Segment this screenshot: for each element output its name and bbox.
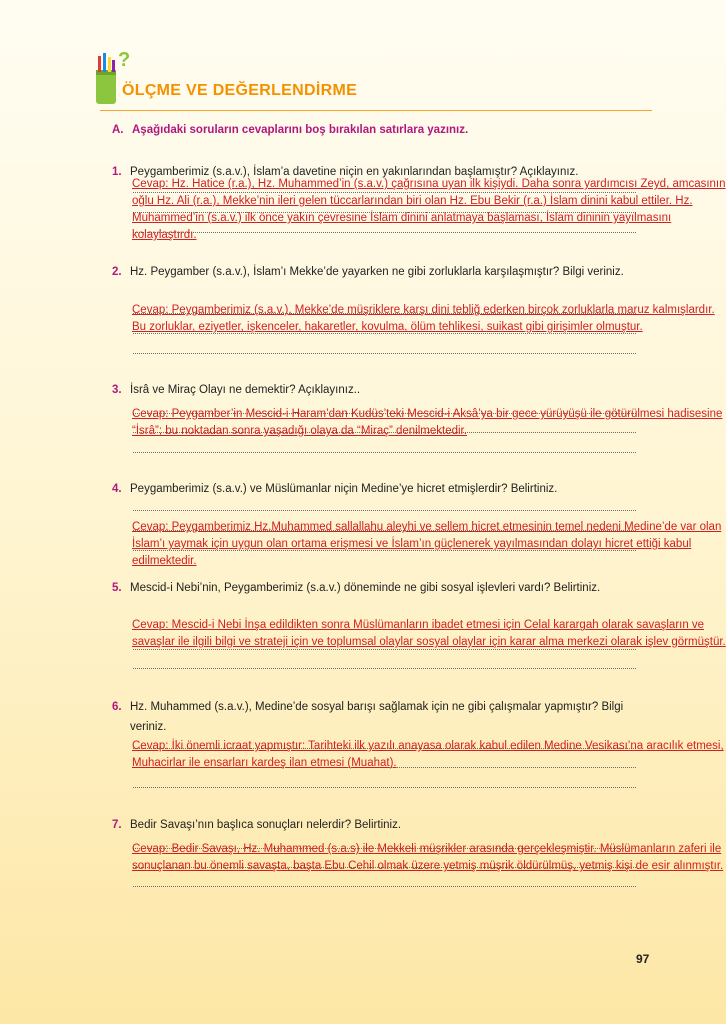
answer-text: Cevap: Peygamberimiz Hz.Muhammed sallallahu aleyhi ve sellem hicret etmesinin temel nedeni Medine’de var olan İslam’ı yaymak için uygun olan ortama erişmesi ve İslam’ın güçlenerek yayılmasından dolayı hicret ettiği kabul edilmektedir. [132, 521, 722, 567]
question-text: Hz. Peygamber (s.a.v.), İslam’ı Mekke’de yayarken ne gibi zorluklarla karşılaşmıştır? Bilgi veriniz. [130, 266, 624, 278]
question-number: 7. [112, 819, 122, 831]
answer-line [133, 510, 636, 511]
answer-text: Cevap: Bedir Savaşı, Hz. Muhammed (s.a.s) ile Mekkeli müşrikler arasında gerçekleşmiştir. Müslümanların zaferi ile sonuçlanan bu önemli savaşta, başta Ebu Cehil olmak üzere yetmiş müşrik öldürülmüş, yetmiş kişi de esir alınmıştır. [132, 843, 724, 872]
answer-line [133, 353, 636, 354]
question-text: Bedir Savaşı’nın başlıca sonuçları nelerdir? Belirtiniz. [130, 819, 402, 831]
page-number: 97 [636, 952, 650, 966]
answer-text: Cevap: İki önemli icraat yapmıştır: Tarihteki ilk yazılı anayasa olarak kabul edilen Medine Vesikası’na aracılık etmesi, Muhacirlar ile ensarları kardeş ilan etmesi (Muahat). [132, 740, 724, 769]
answer-line [133, 668, 636, 669]
section-instruction: Aşağıdaki soruların cevaplarını boş bırakılan satırlara yazınız. [132, 124, 469, 136]
question-number: 3. [112, 384, 122, 396]
page-header [92, 48, 652, 114]
question-number: 1. [112, 166, 122, 178]
answer-text: Cevap: Peygamberimiz (s.a.v.), Mekke’de müşriklere karşı dini tebliğ ederken birçok zorluklarla maruz kalmışlardır. Bu zorluklar, eziyetler, işkenceler, hakaretler, kovulma, ölüm tehlikesi, suikast gibi girişimler olmuştur. [132, 304, 715, 333]
answer-line [133, 452, 636, 453]
answer-line [133, 886, 636, 887]
svg-text:?: ? [118, 49, 131, 71]
question-number: 5. [112, 582, 122, 594]
answer-text: Cevap: Peygamber’in Mescid-i Haram’dan Kudüs’teki Mescid-i Aksâ’ya bir gece yürüyüşü ile götürülmesi hadisesine “İsrâ”; bu noktadan sonra yaşadığı olaya da “Miraç” denilmektedir. [132, 408, 723, 437]
question-text: Peygamberimiz (s.a.v.), İslam’a davetine niçin en yakınlarından başlamıştır? Açıklayınız. [130, 166, 579, 178]
header-divider [100, 110, 652, 111]
question-text: Hz. Muhammed (s.a.v.), Medine’de sosyal barışı sağlamak için ne gibi çalışmalar yapmıştır? Bilgi veriniz. [130, 701, 624, 733]
question-text: Peygamberimiz (s.a.v.) ve Müslümanlar niçin Medine’ye hicret etmişlerdir? Belirtiniz. [130, 483, 558, 495]
question-text: İsrâ ve Miraç Olayı ne demektir? Açıklayınız.. [130, 384, 361, 396]
question-text: Mescid-i Nebi’nin, Peygamberimiz (s.a.v.) döneminde ne gibi sosyal işlevleri vardı? Belirtiniz. [130, 582, 601, 594]
question-number: 6. [112, 701, 122, 713]
question-number: 4. [112, 483, 122, 495]
section-label: A. [112, 124, 124, 136]
page-title: ÖLÇME VE DEĞERLENDİRME [122, 82, 358, 99]
question-number: 2. [112, 266, 122, 278]
answer-text: Cevap: Mescid-i Nebi İnşa edildikten sonra Müslümanların ibadet etmesi için Celal karargah olarak savaşların ve savaşlar ile ilgili bilgi ve strateji için ve toplumsal olaylar sosyal olaylar için karar alma merkezi olarak işlev görmüştür. [132, 619, 726, 648]
section-heading [112, 124, 468, 136]
answer-line [133, 787, 636, 788]
pencil-cup-icon [92, 48, 131, 108]
answer-text: Cevap: Hz. Hatice (r.a.), Hz. Muhammed’in (s.a.v.) çağrısına uyan ilk kişiydi. Daha sonra yardımcısı Zeyd, amcasının oğlu Hz. Ali (r.a.), Mekke’nin ileri gelen tüccarlarından biri olan Hz. Ebu Bekir (r.a.) İslam dinini kabul ettiler. Hz. Muhammed’in (s.a.v.) ilk önce yakın çevresine İslam dinini anlatmaya başlaması, İslam dininin yayılmasını kolaylaştırdı. [132, 178, 726, 241]
